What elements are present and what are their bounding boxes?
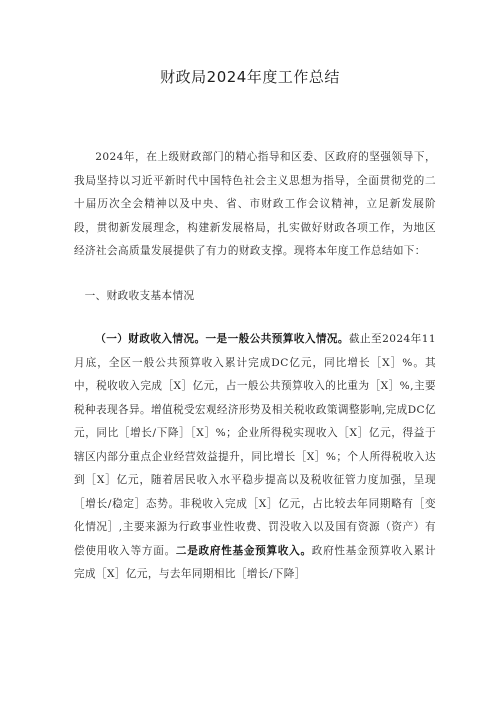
revenue-paragraph (74, 328, 436, 587)
document-title: 财政局2024年度工作总结 (160, 68, 340, 86)
fund-budget-text: 政府性基金预算收入累计完成［X］亿元，与去年同期相比［增长/下降］ (74, 544, 436, 580)
intro-paragraph: 2024年，在上级财政部门的精心指导和区委、区政府的坚强领导下，我局坚持以习近平新时代中国特色社会主义思想为指导，全面贯彻党的二十届历次全会精神以及中央、省、市财政工作会议精神，立足新发展阶段，贯彻新发展理念，构建新发展格局，扎实做好财政各项工作，为地区经济社会高质量发展提供了有力的财政支撑。现将本年度工作总结如下： (74, 151, 436, 257)
revenue-text: 截止至2024年11月底，全区一般公共预算收入累计完成DC亿元，同比增长［X］%。其中，税收收入完成［X］亿元，占一般公共预算收入的比重为［X］%,主要税种表现各异。增值税受宏观经济形势及相关税收政策调整影响,完成DC亿元，同比［增长/下降］［X］%；企业所得税实现收入［X］亿元，得益于辖区内部分重点企业经营效益提升，同比增长［X］%；个人所得税收入达到［X］亿元，随着居民收入水平稳步提高以及税收征管力度加强，呈现［增长/稳定］态势。非税收入完成［X］亿元，占比较去年同期略有［变化情况］,主要来源为行政事业性收费、罚没收入以及国有资源（资产）有偿使用收入等方面。 (74, 333, 436, 557)
revenue-lead-bold: （一）财政收入情况。一是一般公共预算收入情况。 (95, 333, 349, 345)
fund-budget-bold: 二是政府性基金预算收入。 (175, 544, 312, 557)
section-heading: 一、财政收支基本情况 (84, 290, 195, 302)
